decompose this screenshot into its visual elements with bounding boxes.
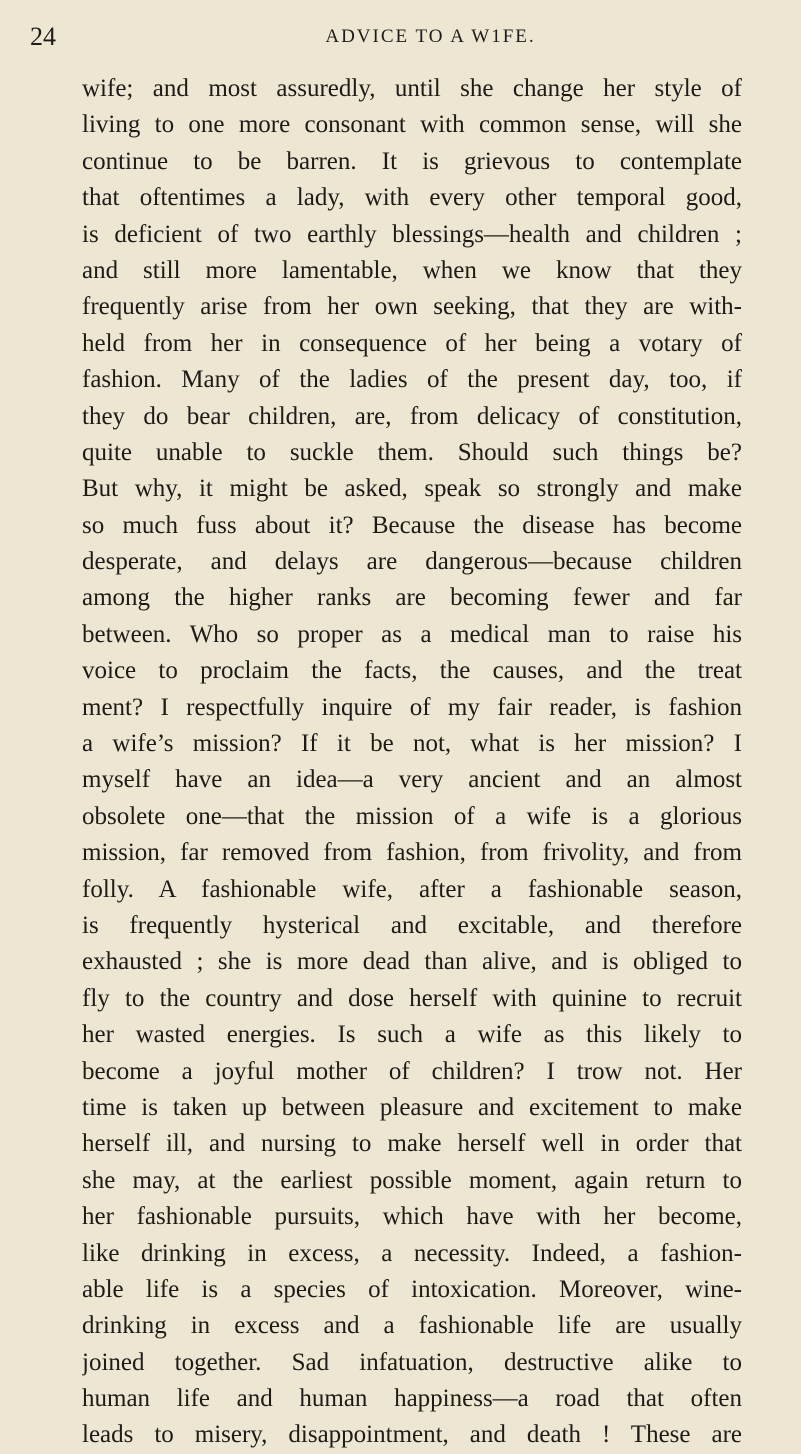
body-text <box>82 71 742 1454</box>
text-line: human life and human happiness—a road that often <box>82 1385 742 1413</box>
text-line: continue to be barren. It is grievous to contemplate <box>82 147 742 175</box>
text-line: drinking in excess and a fashionable life are usually <box>82 1312 742 1340</box>
running-head <box>30 22 771 52</box>
text-line: between. Who so proper as a medical man to raise his <box>82 620 742 648</box>
text-line: fashion. Many of the ladies of the present day, too, if <box>82 366 742 394</box>
text-line: frequently arise from her own seeking, that they are with- <box>82 293 742 321</box>
text-line: mission, far removed from fashion, from frivolity, and from <box>82 839 742 867</box>
text-line: she may, at the earliest possible moment, again return to <box>82 1166 742 1194</box>
text-line: her fashionable pursuits, which have with her become, <box>82 1203 742 1231</box>
text-line: held from her in consequence of her being a votary of <box>82 329 742 357</box>
text-line: myself have an idea—a very ancient and an almost <box>82 766 742 794</box>
text-line: quite unable to suckle them. Should such things be? <box>82 438 742 466</box>
text-line: fly to the country and dose herself with quinine to recruit <box>82 984 742 1012</box>
text-line: so much fuss about it? Because the disease has become <box>82 511 742 539</box>
running-title: ADVICE TO A W1FE. <box>325 26 536 47</box>
text-line: they do bear children, are, from delicacy of constitution, <box>82 402 742 430</box>
page-number: 24 <box>30 22 56 51</box>
text-line: folly. A fashionable wife, after a fashionable season, <box>82 875 742 903</box>
text-line: like drinking in excess, a necessity. Indeed, a fashion- <box>82 1239 742 1267</box>
text-line: But why, it might be asked, speak so strongly and make <box>82 475 742 503</box>
text-line: exhausted ; she is more dead than alive, and is obliged to <box>82 948 742 976</box>
text-line: obsolete one—that the mission of a wife is a glorious <box>82 802 742 830</box>
text-line: wife; and most assuredly, until she change her style of <box>82 75 742 102</box>
text-line: time is taken up between pleasure and excitement to make <box>82 1093 742 1121</box>
text-line: is frequently hysterical and excitable, and therefore <box>82 911 742 939</box>
text-line: a wife’s mission? If it be not, what is her mission? I <box>82 730 742 758</box>
text-line: become a joyful mother of children? I trow not. Her <box>82 1057 742 1085</box>
text-line: living to one more consonant with common sense, will she <box>82 111 742 139</box>
text-line: ment? I respectfully inquire of my fair reader, is fashion <box>82 693 742 721</box>
text-line: desperate, and delays are dangerous—because children <box>82 548 742 576</box>
text-line: her wasted energies. Is such a wife as this likely to <box>82 1021 742 1049</box>
text-line: herself ill, and nursing to make herself well in order that <box>82 1130 742 1158</box>
text-line: that oftentimes a lady, with every other temporal good, <box>82 184 742 212</box>
text-line: able life is a species of intoxication. Moreover, wine- <box>82 1275 742 1303</box>
text-line: among the higher ranks are becoming fewer and far <box>82 584 742 612</box>
text-line: voice to proclaim the facts, the causes, and the treat <box>82 657 742 685</box>
text-line: and still more lamentable, when we know that they <box>82 256 742 284</box>
text-line: leads to misery, disappointment, and death ! These are <box>82 1421 742 1449</box>
text-line: joined together. Sad infatuation, destructive alike to <box>82 1348 742 1376</box>
text-line: is deficient of two earthly blessings—health and children ; <box>82 220 742 248</box>
